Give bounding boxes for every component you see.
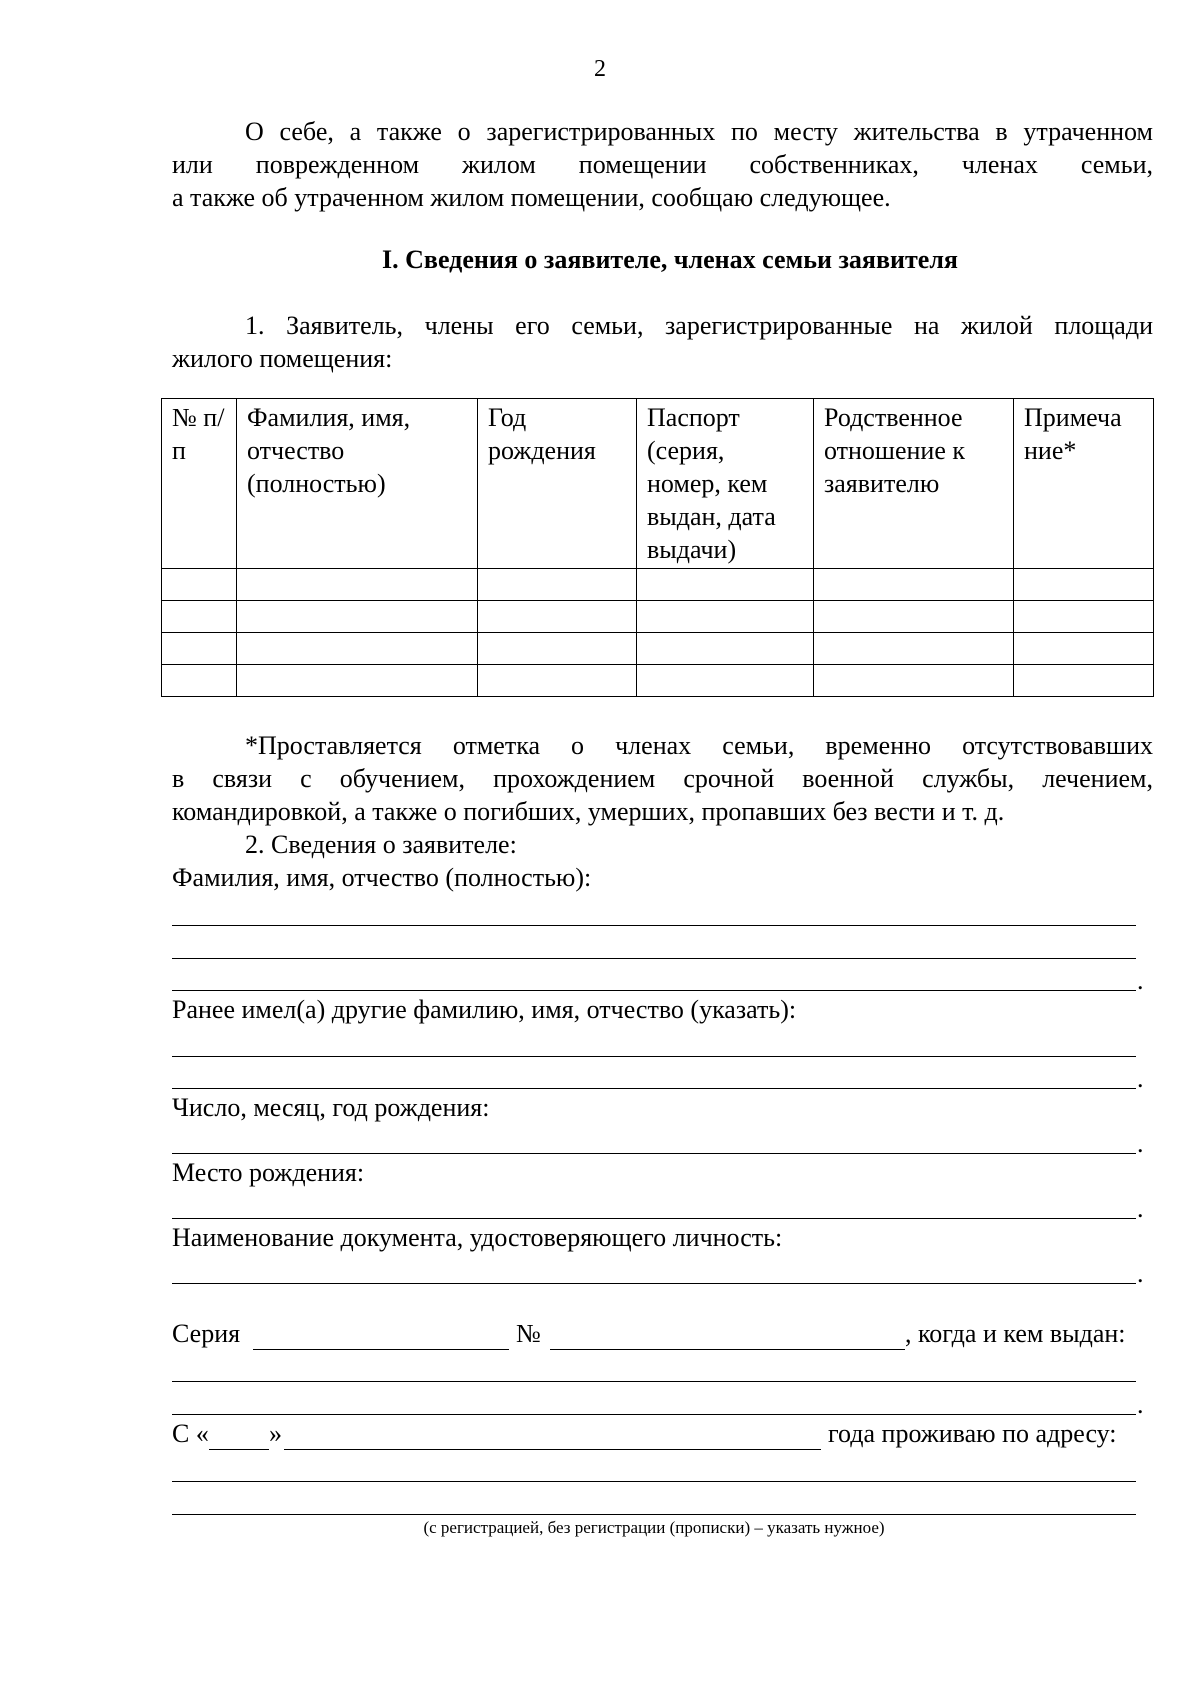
header-full-name: Фамилия, имя, отчество (полностью) [237, 399, 478, 569]
table-cell[interactable] [637, 633, 814, 665]
since-prefix: С « [172, 1419, 209, 1448]
table-row [162, 633, 1154, 665]
full-name-line-3[interactable] [172, 990, 1136, 991]
birth-place-label: Место рождения: [172, 1158, 365, 1187]
table-header-row [162, 399, 1154, 569]
period: . [1137, 1064, 1144, 1093]
birth-date-line[interactable] [172, 1153, 1136, 1154]
period: . [1137, 1390, 1144, 1419]
table-cell[interactable] [478, 665, 637, 697]
table-cell[interactable] [1014, 569, 1154, 601]
intro-line-1: О себе, а также о зарегистрированных по месту жительства в утраченном [245, 117, 1153, 146]
table-cell[interactable] [1014, 633, 1154, 665]
living-at-label: года проживаю по адресу: [828, 1419, 1117, 1448]
section-title: I. Сведения о заявителе, членах семьи заявителя [382, 245, 958, 274]
footnote-line-1: *Проставляется отметка о членах семьи, временно отсутствовавших [245, 731, 1153, 760]
registration-note: (с регистрацией, без регистрации (прописки) – указать нужное) [423, 1518, 885, 1537]
full-name-line-1[interactable] [172, 925, 1136, 926]
previous-names-label: Ранее имел(а) другие фамилию, имя, отчество (указать): [172, 995, 797, 1024]
full-name-line-2[interactable] [172, 958, 1136, 959]
item2-title: 2. Сведения о заявителе: [245, 830, 517, 859]
header-birth-year: Год рождения [478, 399, 637, 569]
issued-by-line-1[interactable] [172, 1381, 1136, 1382]
footnote-line-3: командировкой, а также о погибших, умерших, пропавших без вести и т. д. [172, 797, 1005, 826]
table-cell[interactable] [478, 633, 637, 665]
table-cell[interactable] [237, 569, 478, 601]
previous-names-line-1[interactable] [172, 1056, 1136, 1057]
table-cell[interactable] [637, 665, 814, 697]
series-field[interactable] [253, 1349, 509, 1350]
table-cell[interactable] [162, 665, 237, 697]
full-name-label: Фамилия, имя, отчество (полностью): [172, 863, 592, 892]
table-cell[interactable] [162, 601, 237, 633]
table-cell[interactable] [237, 665, 478, 697]
previous-names-line-2[interactable] [172, 1088, 1136, 1089]
series-label: Серия [172, 1319, 241, 1348]
table-row [162, 601, 1154, 633]
birth-date-label: Число, месяц, год рождения: [172, 1093, 490, 1122]
number-field[interactable] [550, 1349, 905, 1350]
intro-line-3: а также об утраченном жилом помещении, сообщаю следующее. [172, 183, 891, 212]
footnote-line-2: в связи с обучением, прохождением срочной военной службы, лечением, [172, 764, 1153, 793]
table-cell[interactable] [814, 665, 1014, 697]
period: . [1137, 1194, 1144, 1223]
header-note: Примеча ние* [1014, 399, 1154, 569]
issued-by-line-2[interactable] [172, 1414, 1136, 1415]
id-document-label: Наименование документа, удостоверяющего личность: [172, 1223, 783, 1252]
period: . [1137, 966, 1144, 995]
table-cell[interactable] [162, 633, 237, 665]
table-row [162, 665, 1154, 697]
table-cell[interactable] [1014, 665, 1154, 697]
table-cell[interactable] [1014, 601, 1154, 633]
table-cell[interactable] [637, 569, 814, 601]
address-line-1[interactable] [172, 1481, 1136, 1482]
since-date-field[interactable] [284, 1449, 821, 1450]
table-cell[interactable] [637, 601, 814, 633]
item1-line-1: 1. Заявитель, члены его семьи, зарегистрированные на жилой площади [245, 311, 1153, 340]
table-cell[interactable] [478, 601, 637, 633]
period: . [1137, 1129, 1144, 1158]
birth-place-line[interactable] [172, 1218, 1136, 1219]
table-cell[interactable] [237, 601, 478, 633]
page-number: 2 [594, 56, 606, 82]
table-cell[interactable] [162, 569, 237, 601]
address-line-2[interactable] [172, 1514, 1136, 1515]
number-label: № [516, 1319, 541, 1348]
table-cell[interactable] [814, 569, 1014, 601]
issued-by-label: , когда и кем выдан: [905, 1319, 1126, 1348]
family-members-table [161, 398, 1154, 697]
item1-line-2: жилого помещения: [172, 344, 393, 373]
table-cell[interactable] [814, 633, 1014, 665]
header-number: № п/п [162, 399, 237, 569]
header-relation: Родственное отношение к заявителю [814, 399, 1014, 569]
period: . [1137, 1259, 1144, 1288]
intro-line-2: или поврежденном жилом помещении собственниках, членах семьи, [172, 150, 1153, 179]
id-document-line[interactable] [172, 1283, 1136, 1284]
table-row [162, 569, 1154, 601]
table-cell[interactable] [478, 569, 637, 601]
table-cell[interactable] [237, 633, 478, 665]
table-cell[interactable] [814, 601, 1014, 633]
header-passport: Паспорт (серия, номер, кем выдан, дата выдачи) [637, 399, 814, 569]
since-close: » [269, 1419, 282, 1448]
since-day-field[interactable] [209, 1449, 269, 1450]
